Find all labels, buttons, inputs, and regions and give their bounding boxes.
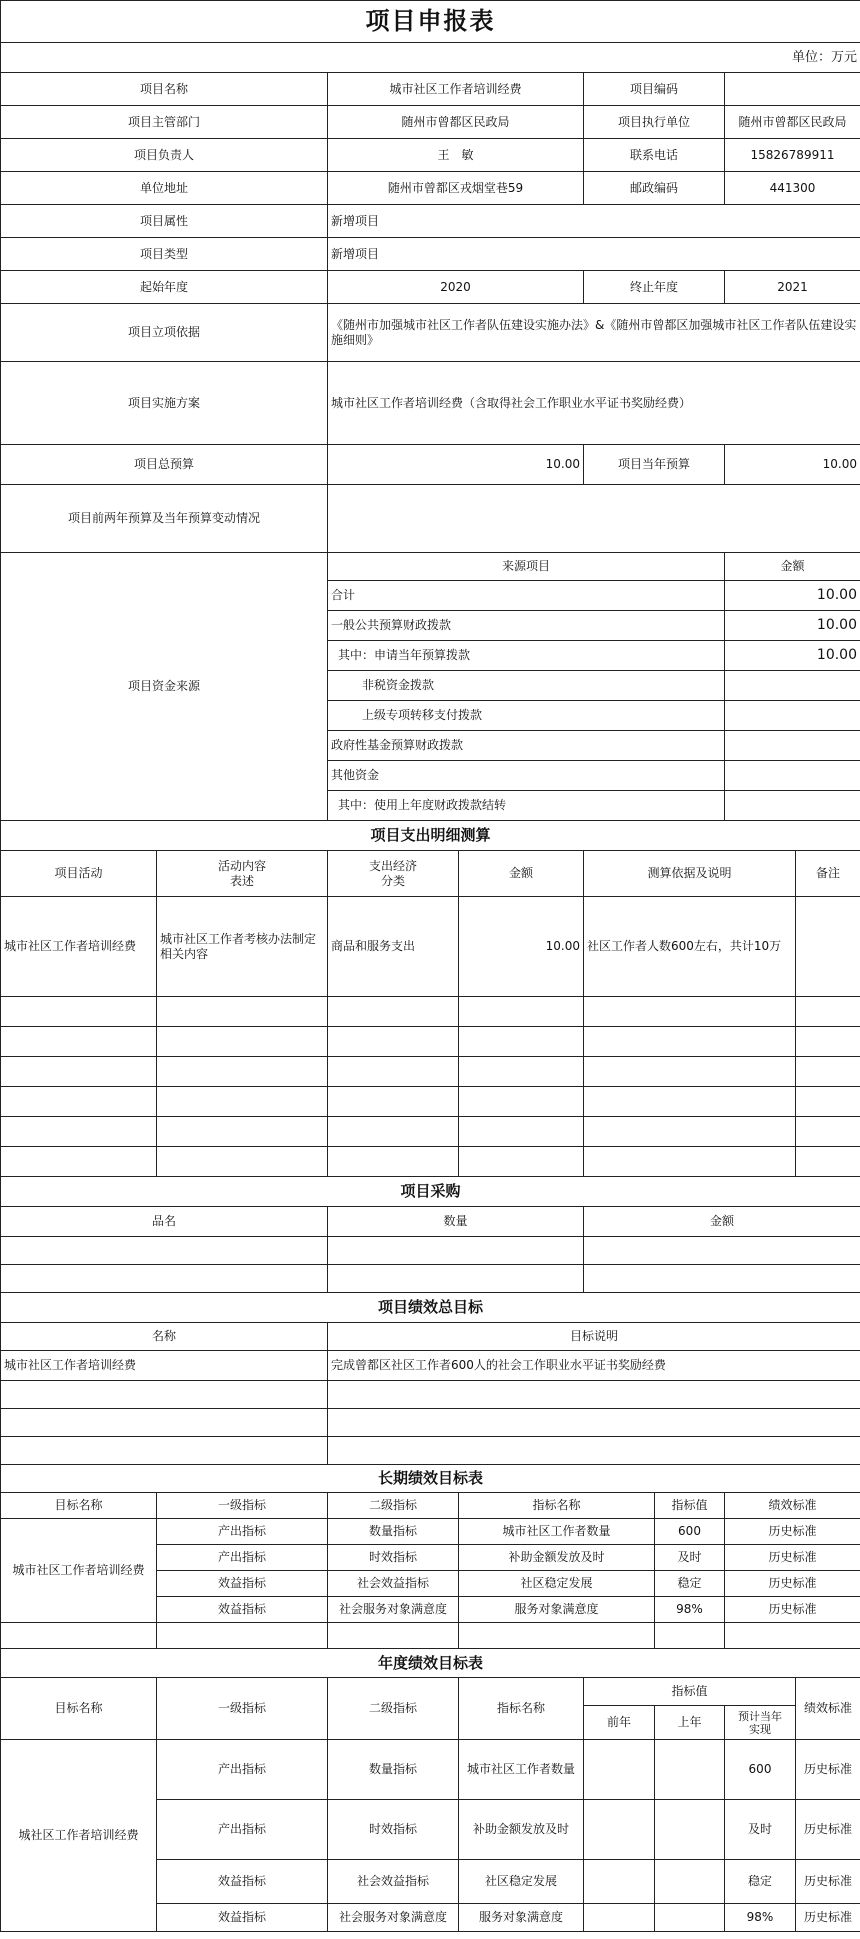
lt-std: 历史标准 [725,1571,860,1597]
lt-l2: 社会效益指标 [328,1571,459,1597]
an-header-l1: 一级指标 [157,1678,328,1740]
value-dept: 随州市曾都区民政局 [328,106,584,139]
lt-name: 城市社区工作者数量 [459,1519,655,1545]
an-prev2 [584,1904,655,1932]
an-current: 98% [725,1904,796,1932]
label-basis: 项目立项依据 [1,304,328,362]
an-l1: 产出指标 [157,1800,328,1860]
value-end-year: 2021 [725,271,860,304]
section-procurement: 项目采购 [1,1177,860,1207]
expense-empty-row [1,1087,860,1117]
lt-l2: 社会服务对象满意度 [328,1597,459,1623]
lt-value: 稳定 [655,1571,725,1597]
procure-empty-row [1,1265,860,1293]
an-header-name: 指标名称 [459,1678,584,1740]
lt-value: 98% [655,1597,725,1623]
an-name: 城市社区工作者数量 [459,1740,584,1800]
an-prev1 [655,1860,725,1904]
label-zip: 邮政编码 [584,172,725,205]
goal-empty-row [1,1409,860,1437]
an-l1: 效益指标 [157,1904,328,1932]
value-zip: 441300 [725,172,860,205]
an-current: 稳定 [725,1860,796,1904]
expense-empty-row [1,1147,860,1177]
label-phone: 联系电话 [584,139,725,172]
an-prev1 [655,1800,725,1860]
header-procure-amount: 金额 [584,1207,860,1237]
an-std: 历史标准 [796,1800,860,1860]
value-attribute: 新增项目 [328,205,860,238]
label-leader: 项目负责人 [1,139,328,172]
an-l2: 时效指标 [328,1800,459,1860]
an-prev2 [584,1800,655,1860]
label-address: 单位地址 [1,172,328,205]
an-header-value: 指标值 [584,1678,796,1706]
value-total-budget: 10.00 [328,445,584,485]
label-plan: 项目实施方案 [1,362,328,445]
lt-value: 及时 [655,1545,725,1571]
funding-amount [725,671,860,701]
lt-target: 城市社区工作者培训经费 [1,1519,157,1623]
expense-basis: 社区工作者人数600左右，共计10万 [584,897,796,997]
value-budget-change [328,485,860,553]
expense-note [796,897,860,997]
label-type: 项目类型 [1,238,328,271]
label-total-budget: 项目总预算 [1,445,328,485]
page-title: 项目申报表 [1,1,860,43]
goal-empty-row [1,1437,860,1465]
expense-empty-row [1,1117,860,1147]
an-current: 600 [725,1740,796,1800]
lt-name: 服务对象满意度 [459,1597,655,1623]
header-goal-name: 名称 [1,1323,328,1351]
label-budget-change: 项目前两年预算及当年预算变动情况 [1,485,328,553]
an-current: 及时 [725,1800,796,1860]
value-leader: 王 敏 [328,139,584,172]
funding-amount [725,791,860,821]
goal-desc: 完成曾都区社区工作者600人的社会工作职业水平证书奖励经费 [328,1351,860,1381]
an-prev1 [655,1904,725,1932]
lt-header-target: 目标名称 [1,1493,157,1519]
section-annual: 年度绩效目标表 [1,1649,860,1678]
header-quantity: 数量 [328,1207,584,1237]
lt-header-std: 绩效标准 [725,1493,860,1519]
funding-amount [725,701,860,731]
header-item-name: 品名 [1,1207,328,1237]
value-project-name: 城市社区工作者培训经费 [328,73,584,106]
an-header-l2: 二级指标 [328,1678,459,1740]
section-longterm: 长期绩效目标表 [1,1465,860,1493]
funding-name: 合计 [328,581,725,611]
procure-empty-row [1,1237,860,1265]
section-expense: 项目支出明细测算 [1,821,860,851]
an-name: 社区稳定发展 [459,1860,584,1904]
label-funding-source: 项目资金来源 [1,553,328,821]
lt-name: 补助金额发放及时 [459,1545,655,1571]
an-l2: 社会效益指标 [328,1860,459,1904]
expense-activity: 城市社区工作者培训经费 [1,897,157,997]
funding-amount: 10.00 [725,581,860,611]
header-expense-amount: 金额 [459,851,584,897]
expense-empty-row [1,1027,860,1057]
an-l2: 社会服务对象满意度 [328,1904,459,1932]
funding-name: 一般公共预算财政拨款 [328,611,725,641]
section-overall-goal: 项目绩效总目标 [1,1293,860,1323]
lt-l1: 产出指标 [157,1545,328,1571]
value-phone: 15826789911 [725,139,860,172]
an-std: 历史标准 [796,1904,860,1932]
value-project-code [725,73,860,106]
an-header-target: 目标名称 [1,1678,157,1740]
value-year-budget: 10.00 [725,445,860,485]
expense-content: 城市社区工作者考核办法制定相关内容 [157,897,328,997]
header-calc-basis: 测算依据及说明 [584,851,796,897]
funding-amount [725,731,860,761]
an-header-prev2: 前年 [584,1706,655,1740]
label-exec-unit: 项目执行单位 [584,106,725,139]
funding-amount: 10.00 [725,611,860,641]
an-std: 历史标准 [796,1740,860,1800]
lt-std: 历史标准 [725,1545,860,1571]
an-header-current: 预计当年 实现 [725,1706,796,1740]
lt-l2: 时效指标 [328,1545,459,1571]
lt-std: 历史标准 [725,1597,860,1623]
lt-header-value: 指标值 [655,1493,725,1519]
header-content: 活动内容 表述 [157,851,328,897]
label-dept: 项目主管部门 [1,106,328,139]
an-l2: 数量指标 [328,1740,459,1800]
an-row [1,1740,860,1800]
funding-name: 其他资金 [328,761,725,791]
label-attribute: 项目属性 [1,205,328,238]
lt-header-l1: 一级指标 [157,1493,328,1519]
value-address: 随州市曾都区戎烟堂巷59 [328,172,584,205]
an-header-prev1: 上年 [655,1706,725,1740]
value-basis: 《随州市加强城市社区工作者队伍建设实施办法》&《随州市曾都区加强城市社区工作者队伍建设实施细则》 [328,304,860,362]
expense-category: 商品和服务支出 [328,897,459,997]
funding-name: 政府性基金预算财政拨款 [328,731,725,761]
expense-empty-row [1,1057,860,1087]
lt-header-l2: 二级指标 [328,1493,459,1519]
an-l1: 效益指标 [157,1860,328,1904]
goal-empty-row [1,1381,860,1409]
funding-amount [725,761,860,791]
header-activity: 项目活动 [1,851,157,897]
funding-name: 上级专项转移支付拨款 [328,701,725,731]
lt-l1: 效益指标 [157,1571,328,1597]
value-plan: 城市社区工作者培训经费（含取得社会工作职业水平证书奖励经费） [328,362,860,445]
header-goal-desc: 目标说明 [328,1323,860,1351]
funding-name: 非税资金拨款 [328,671,725,701]
funding-amount: 10.00 [725,641,860,671]
goal-name: 城市社区工作者培训经费 [1,1351,328,1381]
an-prev1 [655,1740,725,1800]
funding-name: 其中：使用上年度财政拨款结转 [328,791,725,821]
lt-name: 社区稳定发展 [459,1571,655,1597]
lt-l1: 产出指标 [157,1519,328,1545]
label-end-year: 终止年度 [584,271,725,304]
lt-row [1,1519,860,1545]
lt-l2: 数量指标 [328,1519,459,1545]
an-name: 服务对象满意度 [459,1904,584,1932]
value-exec-unit: 随州市曾都区民政局 [725,106,860,139]
header-note: 备注 [796,851,860,897]
label-start-year: 起始年度 [1,271,328,304]
value-type: 新增项目 [328,238,860,271]
an-l1: 产出指标 [157,1740,328,1800]
lt-value: 600 [655,1519,725,1545]
an-std: 历史标准 [796,1860,860,1904]
funding-name: 其中：申请当年预算拨款 [328,641,725,671]
lt-empty-row [1,1623,860,1649]
lt-l1: 效益指标 [157,1597,328,1623]
header-category: 支出经济 分类 [328,851,459,897]
label-project-code: 项目编码 [584,73,725,106]
goal-row [1,1351,860,1381]
an-prev2 [584,1740,655,1800]
unit-label: 单位：万元 [1,43,860,73]
label-year-budget: 项目当年预算 [584,445,725,485]
an-target: 城社区工作者培训经费 [1,1740,157,1932]
expense-empty-row [1,997,860,1027]
an-header-std: 绩效标准 [796,1678,860,1740]
lt-header-name: 指标名称 [459,1493,655,1519]
an-name: 补助金额发放及时 [459,1800,584,1860]
lt-std: 历史标准 [725,1519,860,1545]
expense-amount: 10.00 [459,897,584,997]
label-project-name: 项目名称 [1,73,328,106]
header-amount: 金额 [725,553,860,581]
an-prev2 [584,1860,655,1904]
header-source-item: 来源项目 [328,553,725,581]
expense-row [1,897,860,997]
value-start-year: 2020 [328,271,584,304]
